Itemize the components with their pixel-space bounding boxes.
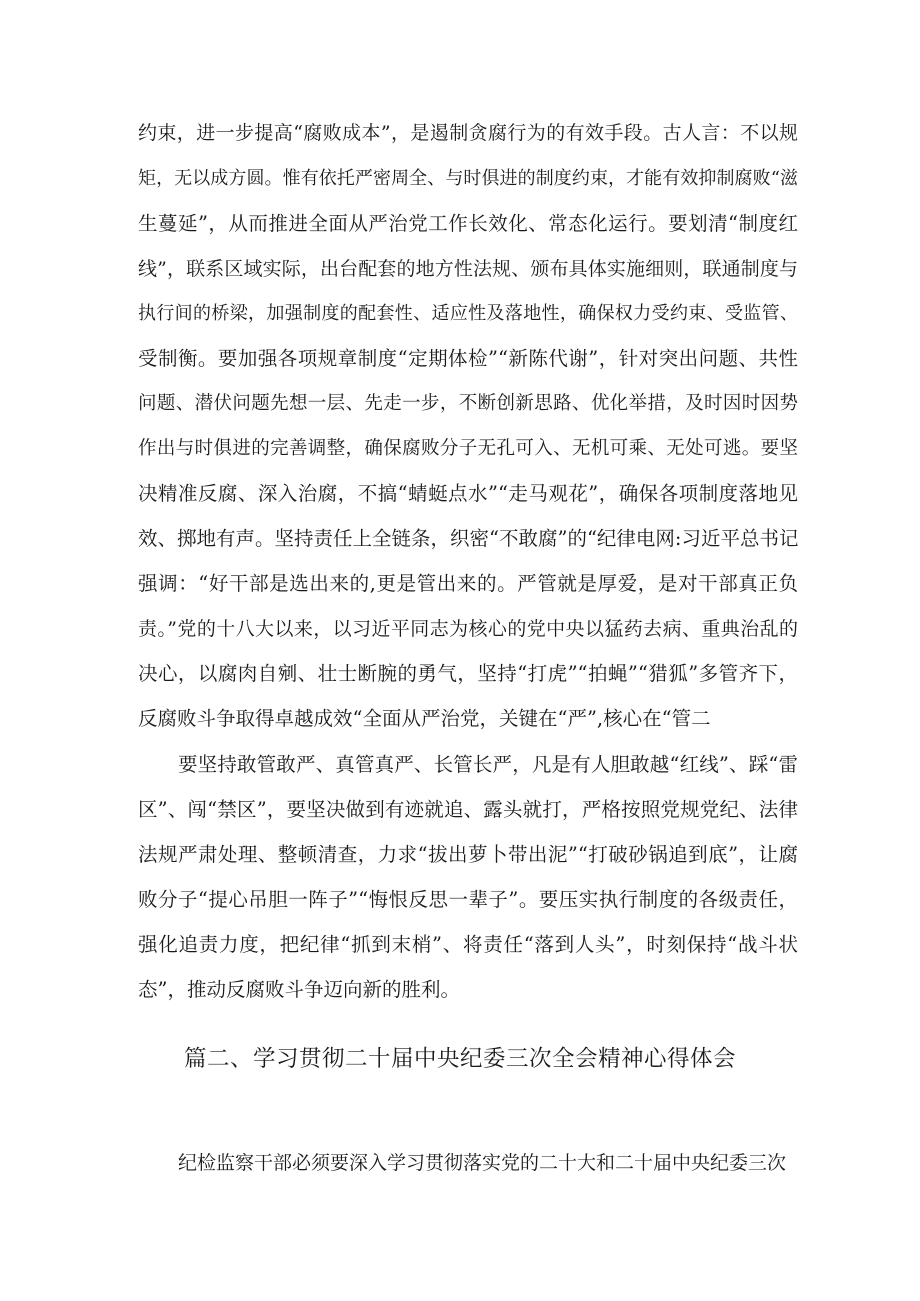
text-line: 受制衡。要加强各项规章制度“定期体检”“新陈代谢”，针对突出问题、共性 (138, 347, 798, 370)
text-line: 纪检监察干部必须要深入学习贯彻落实党的二十大和二十届中央纪委三次 (178, 1152, 787, 1174)
text-line: 败分子“提心吊胆一阵子”“悔恨反思一辈子”。要压实执行制度的各级责任， (138, 888, 798, 911)
text-line: 约束，进一步提高“腐败成本”，是遏制贪腐行为的有效手段。古人言：不以规 (138, 122, 798, 144)
text-line: 效、掷地有声。坚持责任上全链条，织密“不敢腐”的“纪律电网:习近平总书记 (138, 527, 799, 550)
text-line: 法规严肃处理、整顿清查，力求“拔出萝卜带出泥”“打破砂锅追到底”，让腐 (138, 843, 798, 866)
text-line: 决心，以腐肉自剜、壮士断腕的勇气，坚持“打虎”“拍蝇”“猎狐”多管齐下， (138, 662, 798, 685)
text-line: 区”、闯“禁区”，要坚决做到有迹就追、露头就打，严格按照党规党纪、法律 (138, 798, 798, 821)
text-line: 决精准反腐、深入治腐，不搞“蜻蜓点水”“走马观花”，确保各项制度落地见 (138, 482, 798, 505)
text-line: 责。”党的十八大以来，以习近平同志为核心的党中央以猛药去病、重典治乱的 (138, 618, 798, 640)
text-line: 执行间的桥梁，加强制度的配套性、适应性及落地性，确保权力受约束、受监管、 (138, 303, 798, 324)
text-line: 问题、潜伏问题先想一层、先走一步，不断创新思路、优化举措，及时因时因势 (138, 393, 798, 414)
text-line: 态”，推动反腐败斗争迈向新的胜利。 (138, 978, 460, 1001)
text-line: 作出与时俱进的完善调整，确保腐败分子无孔可入、无机可乘、无处可逃。要坚 (138, 438, 798, 459)
text-line: 强调：“好干部是选出来的,更是管出来的。严管就是厚爱，是对干部真正负 (138, 572, 798, 595)
text-line: 强化追责力度，把纪律“抓到末梢”、将责任“落到人头”，时刻保持“战斗状 (138, 933, 798, 956)
section-heading: 篇二、学习贯彻二十届中央纪委三次全会精神心得体会 (183, 1046, 736, 1072)
text-line: 生蔓延”，从而推进全面从严治党工作长效化、常态化运行。要划清“制度红 (138, 212, 798, 235)
text-line: 线”，联系区域实际，出台配套的地方性法规、颁布具体实施细则，联通制度与 (138, 258, 798, 280)
text-line: 矩，无以成方圆。惟有依托严密周全、与时俱进的制度约束，才能有效抑制腐败“滋 (138, 168, 798, 189)
text-line: 反腐败斗争取得卓越成效“全面从严治党，关键在“严”,核心在“管二 (138, 707, 711, 730)
text-line: 要坚持敢管敢严、真管真严、长管长严，凡是有人胆敢越“红线”、踩“雷 (178, 753, 798, 776)
